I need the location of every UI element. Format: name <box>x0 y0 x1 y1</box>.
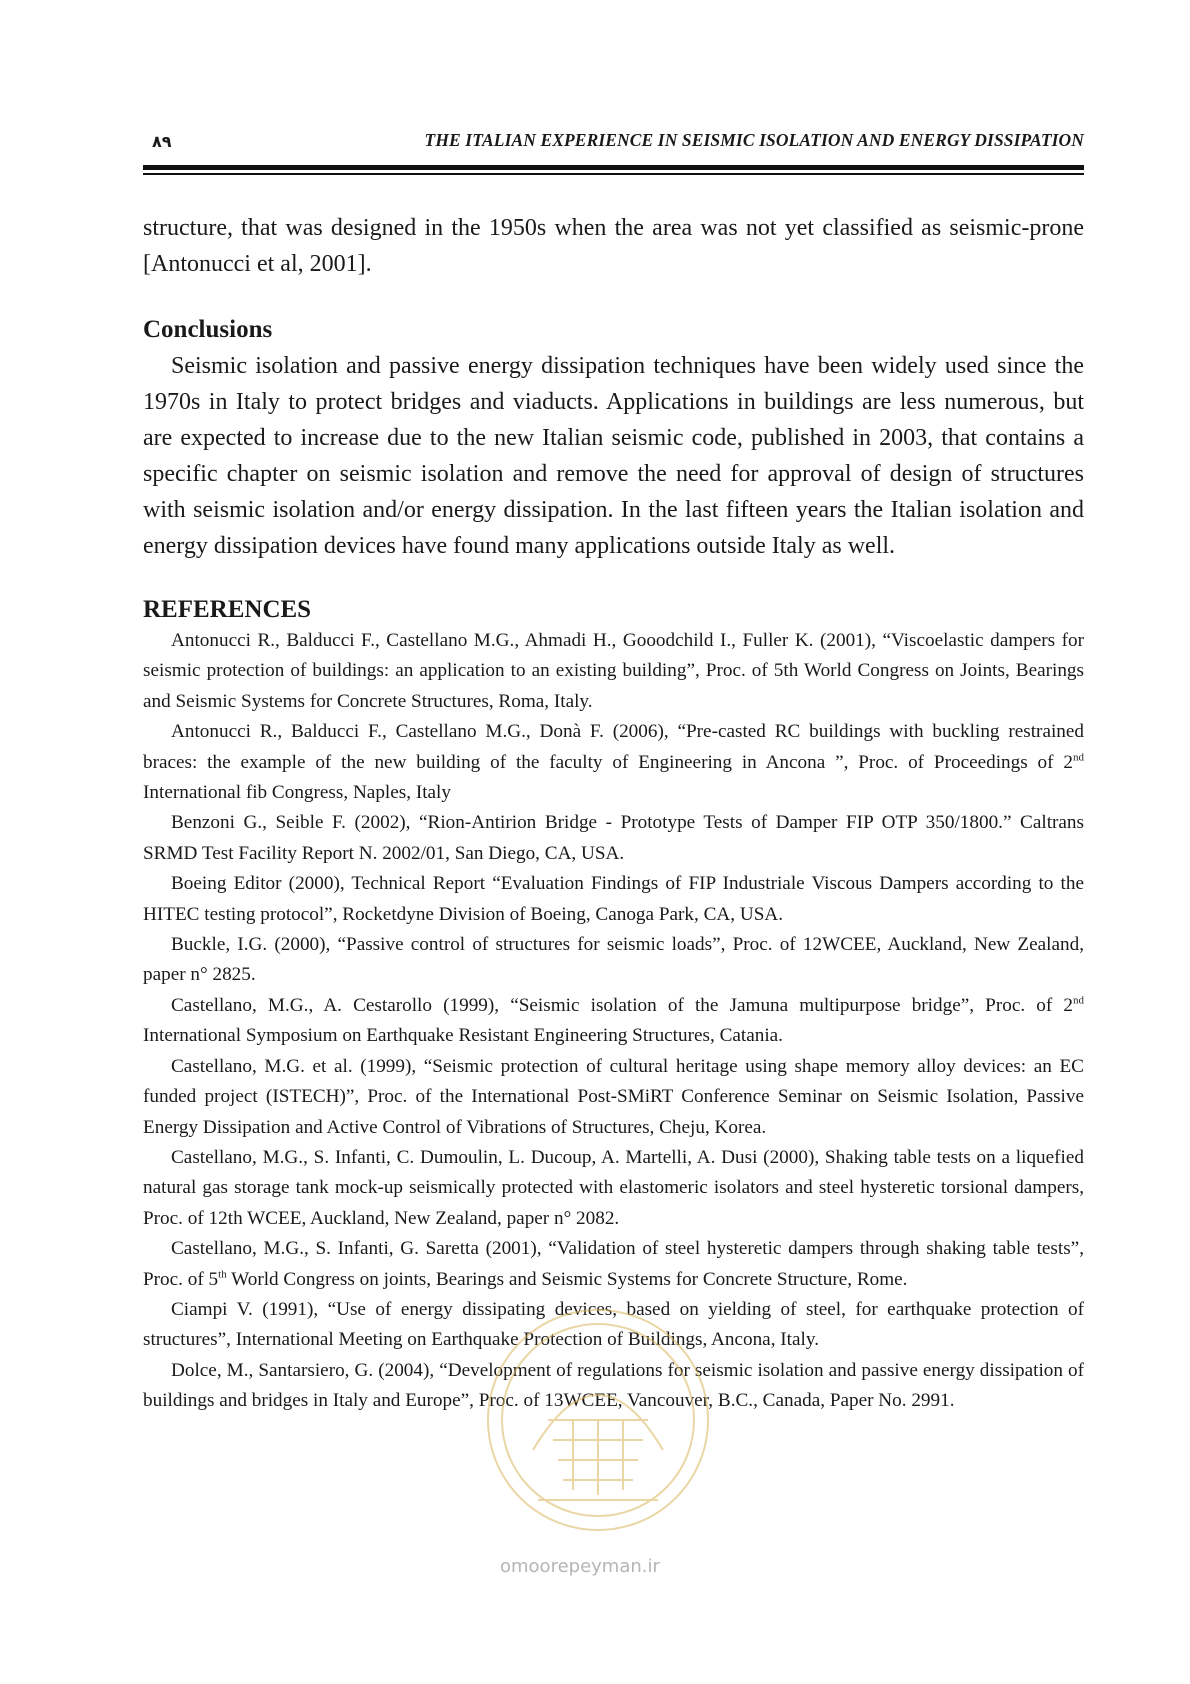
ordinal-superscript: nd <box>1073 751 1084 764</box>
conclusions-heading: Conclusions <box>143 316 273 343</box>
reference-entry: Benzoni G., Seible F. (2002), “Rion-Antirion Bridge - Prototype Tests of Damper FIP OTP 350/1800.” Caltrans SRMD Test Facility Report N. 2002/01, San Diego, CA, USA. <box>143 812 1084 864</box>
running-header: THE ITALIAN EXPERIENCE IN SEISMIC ISOLATION AND ENERGY DISSIPATION <box>424 130 1084 150</box>
reference-entry: Antonucci R., Balducci F., Castellano M.G., Ahmadi H., Gooodchild I., Fuller K. (2001), “Viscoelastic dampers for seismic protection of buildings: an application to an existing building”, Proc. of 5th World Congress on Joints, Bearings and Seismic Systems for Concrete Structures, Roma, Italy. <box>143 630 1084 712</box>
watermark-site-text: omoorepeyman.ir <box>500 1556 660 1577</box>
reference-text: Castellano, M.G., A. Cestarollo (1999), “Seismic isolation of the Jamuna multipurpose bridge”, Proc. of 2 <box>171 994 1073 1016</box>
reference-text: International Symposium on Earthquake Resistant Engineering Structures, Catania. <box>143 1025 783 1047</box>
references-list <box>143 626 1084 1417</box>
conclusions-paragraph: Seismic isolation and passive energy dissipation techniques have been widely used since the 1970s in Italy to protect bridges and viaducts. Applications in buildings are less numerous, but are expected to increase due to the new Italian seismic code, published in 2003, that contains a specific chapter on seismic isolation and remove the need for approval of design of structures with seismic isolation and/or energy dissipation. In the last fifteen years the Italian isolation and energy dissipation devices have found many applications outside Italy as well. <box>143 353 1084 559</box>
reference-entry: Castellano, M.G. et al. (1999), “Seismic protection of cultural heritage using shape memory alloy devices: an EC funded project (ISTECH)”, Proc. of the International Post-SMiRT Conference Seminar on Seismic Isolation, Passive Energy Dissipation and Active Control of Vibrations of Structures, Cheju, Korea. <box>143 1055 1084 1138</box>
header-rule-thick <box>143 165 1084 170</box>
reference-entry <box>143 717 1084 808</box>
reference-entry <box>143 991 1084 1052</box>
page-content <box>143 210 1084 1417</box>
reference-text: Castellano, M.G., S. Infanti, G. Saretta (2001), “Validation of steel hysteretic dampers through shaking table tests”, Proc. of 5 <box>143 1238 1084 1290</box>
continuation-paragraph: structure, that was designed in the 1950s when the area was not yet classified as seismic-prone [Antonucci et al, 2001]. <box>143 215 1084 277</box>
reference-entry <box>143 1234 1084 1295</box>
reference-entry: Boeing Editor (2000), Technical Report “Evaluation Findings of FIP Industriale Viscous Dampers according to the HITEC testing protocol”, Rocketdyne Division of Boeing, Canoga Park, CA, USA. <box>143 873 1084 925</box>
reference-text: International fib Congress, Naples, Italy <box>143 782 451 804</box>
header-rule-thin <box>143 173 1084 175</box>
page-number: ۸۹ <box>152 132 172 151</box>
reference-text: World Congress on joints, Bearings and Seismic Systems for Concrete Structure, Rome. <box>226 1268 908 1290</box>
references-heading: REFERENCES <box>143 596 312 623</box>
ordinal-superscript: th <box>218 1268 227 1281</box>
reference-entry: Buckle, I.G. (2000), “Passive control of structures for seismic loads”, Proc. of 12WCEE, Auckland, New Zealand, paper n° 2825. <box>143 934 1084 986</box>
reference-text: Antonucci R., Balducci F., Castellano M.G., Donà F. (2006), “Pre-casted RC buildings with buckling restrained braces: the example of the new building of the faculty of Engineering in Ancona ”, Proc. of Proceedings of 2 <box>143 721 1084 773</box>
reference-entry: Castellano, M.G., S. Infanti, C. Dumoulin, L. Ducoup, A. Martelli, A. Dusi (2000), Shaking table tests on a liquefied natural gas storage tank mock-up seismically protected with elastomeric isolators and steel hysteretic torsional dampers, Proc. of 12th WCEE, Auckland, New Zealand, paper n° 2082. <box>143 1146 1084 1229</box>
reference-entry: Dolce, M., Santarsiero, G. (2004), “Development of regulations for seismic isolation and passive energy dissipation of buildings and bridges in Italy and Europe”, Proc. of 13WCEE, Vancouver, B.C., Canada, Paper No. 2991. <box>143 1359 1084 1412</box>
reference-entry: Ciampi V. (1991), “Use of energy dissipating devices, based on yielding of steel, for earthquake protection of structures”, International Meeting on Earthquake Protection of Buildings, Ancona, Italy. <box>143 1298 1084 1351</box>
ordinal-superscript: nd <box>1073 994 1084 1007</box>
